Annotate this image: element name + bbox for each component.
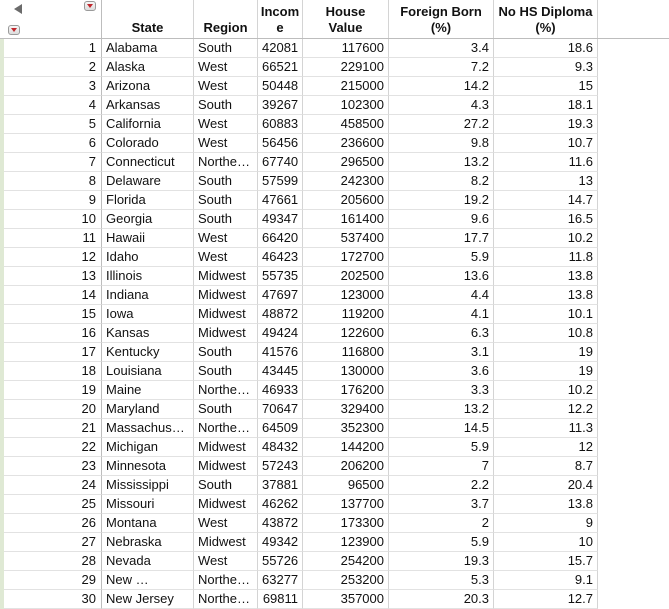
- cell-foreign-born[interactable]: 13.6: [389, 267, 494, 286]
- table-row[interactable]: [0, 58, 669, 77]
- table-row[interactable]: [0, 438, 669, 457]
- cell-house-value[interactable]: 242300: [303, 172, 389, 191]
- cell-house-value[interactable]: 229100: [303, 58, 389, 77]
- cell-no-hs-diploma[interactable]: 19.3: [494, 115, 598, 134]
- cell-house-value[interactable]: 130000: [303, 362, 389, 381]
- cell-no-hs-diploma[interactable]: 10.2: [494, 229, 598, 248]
- cell-house-value[interactable]: 215000: [303, 77, 389, 96]
- cell-house-value[interactable]: 102300: [303, 96, 389, 115]
- cell-state[interactable]: New …: [102, 571, 194, 590]
- cell-no-hs-diploma[interactable]: 11.8: [494, 248, 598, 267]
- cell-income[interactable]: 49347: [258, 210, 303, 229]
- row-number[interactable]: 9: [4, 191, 102, 210]
- cell-house-value[interactable]: 296500: [303, 153, 389, 172]
- row-number[interactable]: 16: [4, 324, 102, 343]
- cell-state[interactable]: Arizona: [102, 77, 194, 96]
- cell-state[interactable]: Nevada: [102, 552, 194, 571]
- cell-house-value[interactable]: 253200: [303, 571, 389, 590]
- row-number[interactable]: 5: [4, 115, 102, 134]
- row-number[interactable]: 29: [4, 571, 102, 590]
- cell-region[interactable]: South: [194, 343, 258, 362]
- cell-region[interactable]: South: [194, 191, 258, 210]
- cell-foreign-born[interactable]: 3.6: [389, 362, 494, 381]
- cell-house-value[interactable]: 123900: [303, 533, 389, 552]
- cell-state[interactable]: Georgia: [102, 210, 194, 229]
- row-header-corner: [4, 0, 102, 38]
- cell-region[interactable]: South: [194, 400, 258, 419]
- cell-foreign-born[interactable]: 13.2: [389, 153, 494, 172]
- cell-no-hs-diploma[interactable]: 9: [494, 514, 598, 533]
- row-number[interactable]: 21: [4, 419, 102, 438]
- cell-foreign-born[interactable]: 4.3: [389, 96, 494, 115]
- row-number[interactable]: 20: [4, 400, 102, 419]
- cell-no-hs-diploma[interactable]: 12: [494, 438, 598, 457]
- table-row[interactable]: [0, 514, 669, 533]
- cell-region[interactable]: Midwest: [194, 457, 258, 476]
- cell-state[interactable]: Louisiana: [102, 362, 194, 381]
- row-number[interactable]: 30: [4, 590, 102, 609]
- column-header-income[interactable]: Incom e: [258, 0, 303, 38]
- cell-region[interactable]: South: [194, 476, 258, 495]
- cell-no-hs-diploma[interactable]: 8.7: [494, 457, 598, 476]
- column-header-state[interactable]: State: [102, 0, 194, 38]
- cell-state[interactable]: Iowa: [102, 305, 194, 324]
- cell-no-hs-diploma[interactable]: 10.8: [494, 324, 598, 343]
- cell-income[interactable]: 42081: [258, 39, 303, 58]
- cell-state[interactable]: Arkansas: [102, 96, 194, 115]
- cell-foreign-born[interactable]: 3.3: [389, 381, 494, 400]
- columns-menu-button[interactable]: [84, 1, 96, 11]
- row-number[interactable]: 4: [4, 96, 102, 115]
- cell-region[interactable]: West: [194, 77, 258, 96]
- row-number[interactable]: 13: [4, 267, 102, 286]
- cell-income[interactable]: 47697: [258, 286, 303, 305]
- cell-no-hs-diploma[interactable]: 9.3: [494, 58, 598, 77]
- cell-state[interactable]: Maryland: [102, 400, 194, 419]
- row-number[interactable]: 3: [4, 77, 102, 96]
- cell-house-value[interactable]: 537400: [303, 229, 389, 248]
- cell-state[interactable]: Hawaii: [102, 229, 194, 248]
- column-header-row: [0, 0, 669, 39]
- cell-foreign-born[interactable]: 5.9: [389, 438, 494, 457]
- cell-house-value[interactable]: 172700: [303, 248, 389, 267]
- cell-house-value[interactable]: 173300: [303, 514, 389, 533]
- cell-region[interactable]: West: [194, 115, 258, 134]
- cell-foreign-born[interactable]: 20.3: [389, 590, 494, 609]
- cell-foreign-born[interactable]: 3.1: [389, 343, 494, 362]
- cell-foreign-born[interactable]: 8.2: [389, 172, 494, 191]
- row-number[interactable]: 28: [4, 552, 102, 571]
- cell-foreign-born[interactable]: 9.8: [389, 134, 494, 153]
- row-number[interactable]: 11: [4, 229, 102, 248]
- cell-no-hs-diploma[interactable]: 16.5: [494, 210, 598, 229]
- collapse-panel-icon[interactable]: [14, 4, 22, 14]
- cell-region[interactable]: Midwest: [194, 286, 258, 305]
- cell-income[interactable]: 66420: [258, 229, 303, 248]
- cell-region[interactable]: South: [194, 210, 258, 229]
- cell-region[interactable]: Northe…: [194, 381, 258, 400]
- cell-no-hs-diploma[interactable]: 15: [494, 77, 598, 96]
- cell-foreign-born[interactable]: 27.2: [389, 115, 494, 134]
- table-row[interactable]: [0, 476, 669, 495]
- cell-house-value[interactable]: 205600: [303, 191, 389, 210]
- cell-no-hs-diploma[interactable]: 11.3: [494, 419, 598, 438]
- cell-house-value[interactable]: 202500: [303, 267, 389, 286]
- cell-region[interactable]: West: [194, 58, 258, 77]
- rows-menu-button[interactable]: [8, 25, 20, 35]
- cell-no-hs-diploma[interactable]: 11.6: [494, 153, 598, 172]
- cell-state[interactable]: Alabama: [102, 39, 194, 58]
- cell-income[interactable]: 60883: [258, 115, 303, 134]
- cell-income[interactable]: 64509: [258, 419, 303, 438]
- cell-income[interactable]: 70647: [258, 400, 303, 419]
- cell-no-hs-diploma[interactable]: 12.7: [494, 590, 598, 609]
- cell-income[interactable]: 49424: [258, 324, 303, 343]
- row-number[interactable]: 1: [4, 39, 102, 58]
- row-number[interactable]: 22: [4, 438, 102, 457]
- cell-foreign-born[interactable]: 19.3: [389, 552, 494, 571]
- table-row[interactable]: [0, 419, 669, 438]
- cell-foreign-born[interactable]: 2.2: [389, 476, 494, 495]
- cell-foreign-born[interactable]: 5.9: [389, 248, 494, 267]
- cell-no-hs-diploma[interactable]: 10.2: [494, 381, 598, 400]
- cell-state[interactable]: Mississippi: [102, 476, 194, 495]
- row-number[interactable]: 26: [4, 514, 102, 533]
- cell-state[interactable]: California: [102, 115, 194, 134]
- cell-foreign-born[interactable]: 7: [389, 457, 494, 476]
- cell-house-value[interactable]: 123000: [303, 286, 389, 305]
- column-header-foreign-born[interactable]: Foreign Born (%): [389, 0, 494, 38]
- cell-state[interactable]: Massachus…: [102, 419, 194, 438]
- table-row[interactable]: [0, 229, 669, 248]
- cell-region[interactable]: South: [194, 172, 258, 191]
- cell-foreign-born[interactable]: 14.5: [389, 419, 494, 438]
- table-row[interactable]: [0, 495, 669, 514]
- cell-house-value[interactable]: 116800: [303, 343, 389, 362]
- cell-income[interactable]: 63277: [258, 571, 303, 590]
- table-row[interactable]: [0, 324, 669, 343]
- cell-income[interactable]: 50448: [258, 77, 303, 96]
- cell-region[interactable]: South: [194, 96, 258, 115]
- cell-state[interactable]: Connecticut: [102, 153, 194, 172]
- row-number[interactable]: 24: [4, 476, 102, 495]
- row-number[interactable]: 19: [4, 381, 102, 400]
- cell-foreign-born[interactable]: 2: [389, 514, 494, 533]
- cell-no-hs-diploma[interactable]: 13.8: [494, 267, 598, 286]
- cell-no-hs-diploma[interactable]: 18.6: [494, 39, 598, 58]
- cell-house-value[interactable]: 117600: [303, 39, 389, 58]
- cell-region[interactable]: Midwest: [194, 324, 258, 343]
- cell-income[interactable]: 69811: [258, 590, 303, 609]
- row-number[interactable]: 14: [4, 286, 102, 305]
- cell-foreign-born[interactable]: 3.7: [389, 495, 494, 514]
- row-number[interactable]: 23: [4, 457, 102, 476]
- row-number[interactable]: 7: [4, 153, 102, 172]
- cell-house-value[interactable]: 176200: [303, 381, 389, 400]
- cell-state[interactable]: New Jersey: [102, 590, 194, 609]
- cell-no-hs-diploma[interactable]: 14.7: [494, 191, 598, 210]
- row-number[interactable]: 17: [4, 343, 102, 362]
- cell-state[interactable]: Alaska: [102, 58, 194, 77]
- table-row[interactable]: [0, 381, 669, 400]
- cell-income[interactable]: 41576: [258, 343, 303, 362]
- cell-house-value[interactable]: 144200: [303, 438, 389, 457]
- table-row[interactable]: [0, 191, 669, 210]
- cell-no-hs-diploma[interactable]: 10.7: [494, 134, 598, 153]
- cell-income[interactable]: 46933: [258, 381, 303, 400]
- cell-region[interactable]: West: [194, 552, 258, 571]
- cell-region[interactable]: South: [194, 362, 258, 381]
- cell-house-value[interactable]: 458500: [303, 115, 389, 134]
- cell-state[interactable]: Nebraska: [102, 533, 194, 552]
- cell-income[interactable]: 57599: [258, 172, 303, 191]
- cell-income[interactable]: 48432: [258, 438, 303, 457]
- cell-foreign-born[interactable]: 19.2: [389, 191, 494, 210]
- cell-state[interactable]: Maine: [102, 381, 194, 400]
- row-number[interactable]: 6: [4, 134, 102, 153]
- cell-state[interactable]: Kentucky: [102, 343, 194, 362]
- cell-foreign-born[interactable]: 13.2: [389, 400, 494, 419]
- table-row[interactable]: [0, 134, 669, 153]
- cell-region[interactable]: Northe…: [194, 153, 258, 172]
- table-row[interactable]: [0, 96, 669, 115]
- cell-state[interactable]: Montana: [102, 514, 194, 533]
- cell-region[interactable]: South: [194, 39, 258, 58]
- cell-income[interactable]: 37881: [258, 476, 303, 495]
- row-number[interactable]: 8: [4, 172, 102, 191]
- cell-income[interactable]: 46262: [258, 495, 303, 514]
- cell-no-hs-diploma[interactable]: 10.1: [494, 305, 598, 324]
- row-number[interactable]: 2: [4, 58, 102, 77]
- table-row[interactable]: [0, 172, 669, 191]
- cell-income[interactable]: 66521: [258, 58, 303, 77]
- cell-foreign-born[interactable]: 6.3: [389, 324, 494, 343]
- cell-income[interactable]: 43872: [258, 514, 303, 533]
- cell-income[interactable]: 49342: [258, 533, 303, 552]
- cell-income[interactable]: 48872: [258, 305, 303, 324]
- cell-foreign-born[interactable]: 17.7: [389, 229, 494, 248]
- cell-state[interactable]: Indiana: [102, 286, 194, 305]
- cell-region[interactable]: West: [194, 134, 258, 153]
- cell-no-hs-diploma[interactable]: 12.2: [494, 400, 598, 419]
- cell-income[interactable]: 46423: [258, 248, 303, 267]
- cell-foreign-born[interactable]: 5.9: [389, 533, 494, 552]
- cell-house-value[interactable]: 119200: [303, 305, 389, 324]
- table-row[interactable]: [0, 533, 669, 552]
- cell-house-value[interactable]: 122600: [303, 324, 389, 343]
- cell-state[interactable]: Idaho: [102, 248, 194, 267]
- cell-region[interactable]: Northe…: [194, 419, 258, 438]
- cell-house-value[interactable]: 254200: [303, 552, 389, 571]
- cell-region[interactable]: Midwest: [194, 438, 258, 457]
- table-row[interactable]: [0, 39, 669, 58]
- cell-region[interactable]: Midwest: [194, 267, 258, 286]
- cell-state[interactable]: Minnesota: [102, 457, 194, 476]
- table-row[interactable]: [0, 400, 669, 419]
- cell-state[interactable]: Florida: [102, 191, 194, 210]
- cell-house-value[interactable]: 236600: [303, 134, 389, 153]
- column-header-house-value[interactable]: House Value: [303, 0, 389, 38]
- cell-income[interactable]: 57243: [258, 457, 303, 476]
- table-row[interactable]: [0, 248, 669, 267]
- table-row[interactable]: [0, 286, 669, 305]
- table-row[interactable]: [0, 115, 669, 134]
- cell-foreign-born[interactable]: 4.1: [389, 305, 494, 324]
- table-row[interactable]: [0, 590, 669, 609]
- cell-income[interactable]: 43445: [258, 362, 303, 381]
- cell-state[interactable]: Kansas: [102, 324, 194, 343]
- cell-income[interactable]: 55726: [258, 552, 303, 571]
- cell-foreign-born[interactable]: 4.4: [389, 286, 494, 305]
- cell-region[interactable]: Northe…: [194, 571, 258, 590]
- cell-state[interactable]: Missouri: [102, 495, 194, 514]
- cell-income[interactable]: 67740: [258, 153, 303, 172]
- cell-no-hs-diploma[interactable]: 15.7: [494, 552, 598, 571]
- row-number[interactable]: 15: [4, 305, 102, 324]
- table-row[interactable]: [0, 210, 669, 229]
- cell-foreign-born[interactable]: 3.4: [389, 39, 494, 58]
- column-header-region[interactable]: Region: [194, 0, 258, 38]
- cell-house-value[interactable]: 329400: [303, 400, 389, 419]
- cell-state[interactable]: Colorado: [102, 134, 194, 153]
- cell-income[interactable]: 47661: [258, 191, 303, 210]
- cell-foreign-born[interactable]: 7.2: [389, 58, 494, 77]
- cell-income[interactable]: 56456: [258, 134, 303, 153]
- cell-state[interactable]: Michigan: [102, 438, 194, 457]
- table-row[interactable]: [0, 552, 669, 571]
- row-number[interactable]: 27: [4, 533, 102, 552]
- column-header-no-hs-diploma[interactable]: No HS Diploma (%): [494, 0, 598, 38]
- table-row[interactable]: [0, 153, 669, 172]
- cell-region[interactable]: West: [194, 229, 258, 248]
- table-row[interactable]: [0, 77, 669, 96]
- cell-state[interactable]: Delaware: [102, 172, 194, 191]
- cell-house-value[interactable]: 137700: [303, 495, 389, 514]
- cell-region[interactable]: Midwest: [194, 305, 258, 324]
- cell-region[interactable]: Midwest: [194, 533, 258, 552]
- cell-no-hs-diploma[interactable]: 13.8: [494, 495, 598, 514]
- table-row[interactable]: [0, 362, 669, 381]
- cell-state[interactable]: Illinois: [102, 267, 194, 286]
- cell-region[interactable]: West: [194, 248, 258, 267]
- cell-no-hs-diploma[interactable]: 13.8: [494, 286, 598, 305]
- cell-foreign-born[interactable]: 9.6: [389, 210, 494, 229]
- cell-no-hs-diploma[interactable]: 18.1: [494, 96, 598, 115]
- cell-region[interactable]: Northe…: [194, 590, 258, 609]
- cell-foreign-born[interactable]: 14.2: [389, 77, 494, 96]
- cell-no-hs-diploma[interactable]: 9.1: [494, 571, 598, 590]
- row-number[interactable]: 25: [4, 495, 102, 514]
- cell-no-hs-diploma[interactable]: 20.4: [494, 476, 598, 495]
- cell-no-hs-diploma[interactable]: 19: [494, 343, 598, 362]
- cell-house-value[interactable]: 161400: [303, 210, 389, 229]
- cell-house-value[interactable]: 96500: [303, 476, 389, 495]
- cell-income[interactable]: 39267: [258, 96, 303, 115]
- row-number[interactable]: 18: [4, 362, 102, 381]
- cell-foreign-born[interactable]: 5.3: [389, 571, 494, 590]
- row-number[interactable]: 12: [4, 248, 102, 267]
- cell-house-value[interactable]: 357000: [303, 590, 389, 609]
- cell-house-value[interactable]: 206200: [303, 457, 389, 476]
- cell-income[interactable]: 55735: [258, 267, 303, 286]
- table-row[interactable]: [0, 305, 669, 324]
- cell-house-value[interactable]: 352300: [303, 419, 389, 438]
- cell-region[interactable]: Midwest: [194, 495, 258, 514]
- cell-no-hs-diploma[interactable]: 19: [494, 362, 598, 381]
- cell-no-hs-diploma[interactable]: 13: [494, 172, 598, 191]
- cell-no-hs-diploma[interactable]: 10: [494, 533, 598, 552]
- cell-region[interactable]: West: [194, 514, 258, 533]
- table-row[interactable]: [0, 267, 669, 286]
- table-row[interactable]: [0, 457, 669, 476]
- table-row[interactable]: [0, 571, 669, 590]
- row-number[interactable]: 10: [4, 210, 102, 229]
- table-row[interactable]: [0, 343, 669, 362]
